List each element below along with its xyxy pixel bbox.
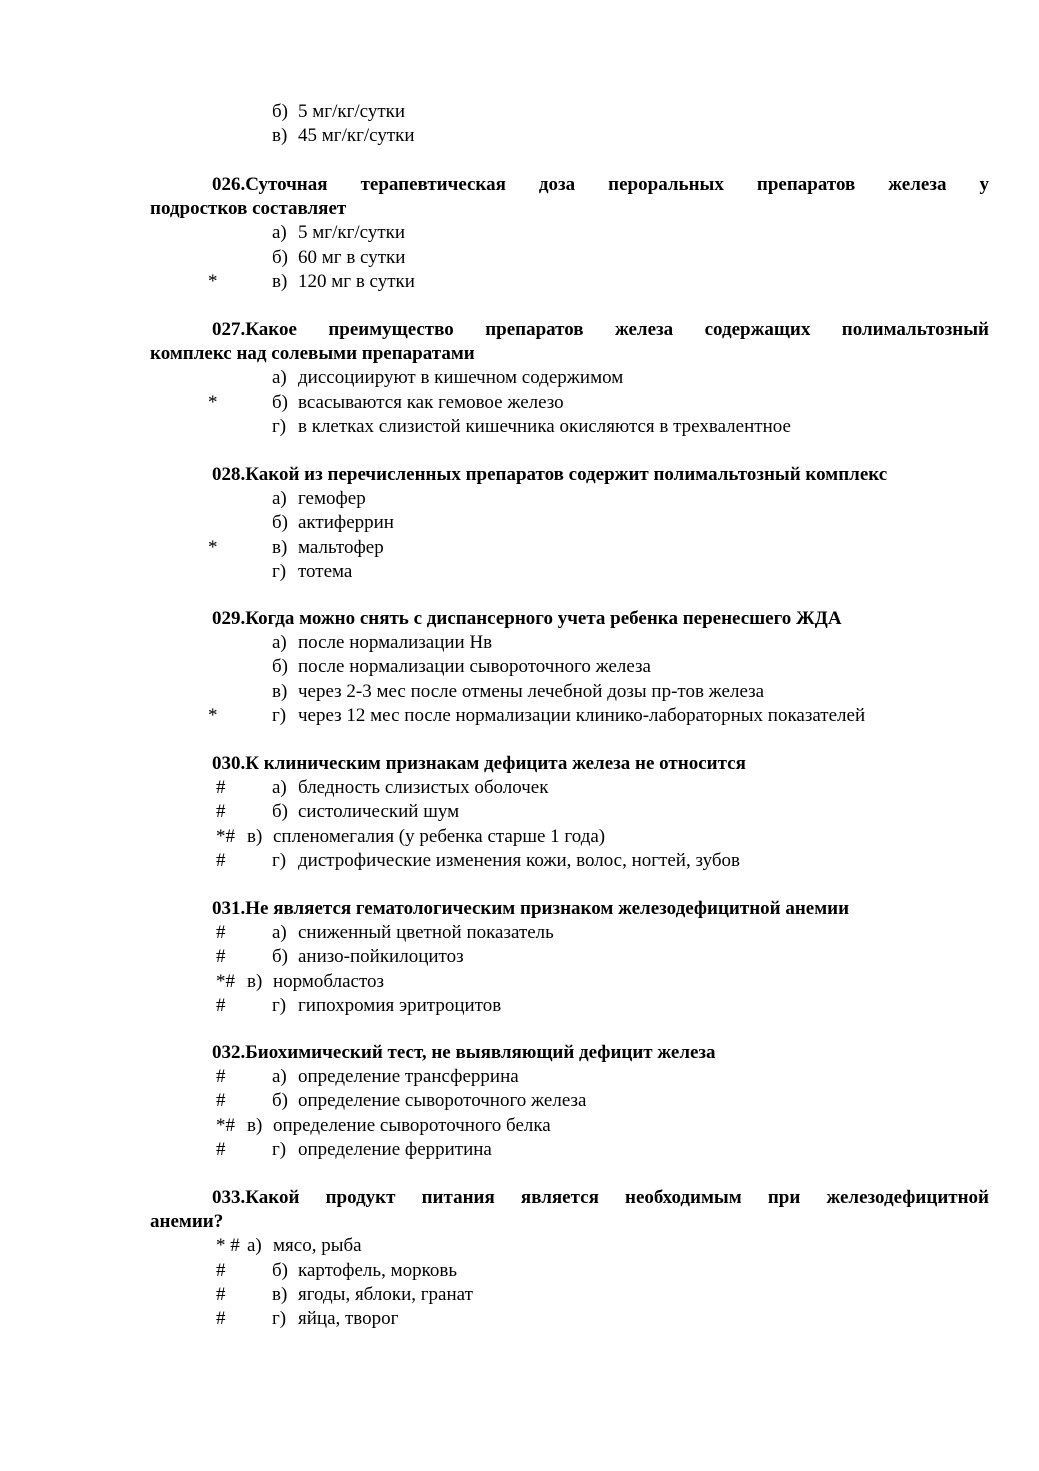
question-title: 027.Какое преимущество препаратов железа содержащих полимальтозный xyxy=(212,319,989,340)
question-title: 031.Не является гематологическим признаком железодефицитной анемии xyxy=(212,898,850,919)
option-text: тотема xyxy=(298,561,353,582)
answer-option xyxy=(0,1234,1039,1258)
answer-option xyxy=(0,1259,1039,1283)
option-text: 120 мг в сутки xyxy=(298,271,415,292)
answer-option xyxy=(0,825,1039,849)
option-text: 5 мг/кг/сутки xyxy=(298,101,406,122)
answer-marker: # xyxy=(216,1090,226,1111)
answer-option xyxy=(0,1114,1039,1138)
answer-marker: * xyxy=(208,271,218,292)
answer-option xyxy=(0,631,1039,655)
option-text: после нормализации Нв xyxy=(298,632,493,653)
option-text: после нормализации сывороточного железа xyxy=(298,656,651,677)
answer-marker: # xyxy=(216,946,226,967)
option-letter: г) xyxy=(272,1139,287,1160)
answer-option xyxy=(0,1138,1039,1162)
answer-option xyxy=(0,366,1039,390)
option-letter: в) xyxy=(247,971,263,992)
option-text: всасываются как гемовое железо xyxy=(298,392,564,413)
option-text: 45 мг/кг/сутки xyxy=(298,125,415,146)
answer-option xyxy=(0,511,1039,535)
answer-option xyxy=(0,1065,1039,1089)
question-title: 030.К клиническим признакам дефицита железа не относится xyxy=(212,753,746,774)
option-letter: б) xyxy=(272,656,288,677)
option-letter: в) xyxy=(272,1284,288,1305)
answer-option xyxy=(0,536,1039,560)
answer-marker: *# xyxy=(216,1115,235,1136)
question-title-continuation: комплекс над солевыми препаратами xyxy=(150,343,475,364)
option-text: спленомегалия (у ребенка старше 1 года) xyxy=(273,826,606,847)
option-letter: а) xyxy=(272,488,287,509)
answer-option xyxy=(0,391,1039,415)
answer-option xyxy=(0,560,1039,584)
answer-marker: * xyxy=(208,392,218,413)
option-letter: а) xyxy=(247,1235,262,1256)
option-letter: а) xyxy=(272,777,287,798)
option-letter: б) xyxy=(272,1260,288,1281)
option-text: актиферрин xyxy=(298,512,394,533)
option-text: через 12 мес после нормализации клинико-лабораторных показателей xyxy=(298,705,866,726)
option-letter: г) xyxy=(272,995,287,1016)
option-text: определение сывороточного белка xyxy=(273,1115,551,1136)
question-title: 029.Когда можно снять с диспансерного учета ребенка перенесшего ЖДА xyxy=(212,608,842,629)
answer-marker: # xyxy=(216,1066,226,1087)
answer-option xyxy=(0,849,1039,873)
option-letter: б) xyxy=(272,101,288,122)
answer-option xyxy=(0,994,1039,1018)
option-letter: г) xyxy=(272,705,287,726)
option-letter: а) xyxy=(272,222,287,243)
option-letter: б) xyxy=(272,1090,288,1111)
answer-option xyxy=(0,945,1039,969)
option-letter: в) xyxy=(272,271,288,292)
option-text: через 2-3 мес после отмены лечебной дозы пр-тов железа xyxy=(298,681,765,702)
option-letter: б) xyxy=(272,247,288,268)
option-letter: б) xyxy=(272,801,288,822)
answer-option xyxy=(0,970,1039,994)
option-text: определение трансферрина xyxy=(298,1066,519,1087)
answer-option xyxy=(0,655,1039,679)
question-title: 032.Биохимический тест, не выявляющий дефицит железа xyxy=(212,1042,716,1063)
option-letter: г) xyxy=(272,1308,287,1329)
answer-option xyxy=(0,270,1039,294)
option-letter: а) xyxy=(272,367,287,388)
option-text: картофель, морковь xyxy=(298,1260,457,1281)
option-letter: а) xyxy=(272,1066,287,1087)
option-text: в клетках слизистой кишечника окисляются в трехвалентное xyxy=(298,416,791,437)
option-text: 5 мг/кг/сутки xyxy=(298,222,406,243)
answer-marker: *# xyxy=(216,826,235,847)
option-text: 60 мг в сутки xyxy=(298,247,406,268)
option-text: систолический шум xyxy=(298,801,460,822)
answer-marker: * xyxy=(208,705,218,726)
answer-option xyxy=(0,487,1039,511)
answer-marker: # xyxy=(216,922,226,943)
answer-option xyxy=(0,221,1039,245)
option-letter: в) xyxy=(247,1115,263,1136)
option-text: анизо-пойкилоцитоз xyxy=(298,946,464,967)
option-letter: г) xyxy=(272,850,287,871)
option-letter: б) xyxy=(272,512,288,533)
answer-option xyxy=(0,800,1039,824)
option-letter: в) xyxy=(272,681,288,702)
question-title: 033.Какой продукт питания является необходимым при железодефицитной xyxy=(212,1187,989,1208)
option-letter: в) xyxy=(247,826,263,847)
option-letter: в) xyxy=(272,537,288,558)
answer-marker: # xyxy=(216,777,226,798)
option-letter: б) xyxy=(272,946,288,967)
question-title: 026.Суточная терапевтическая доза пероральных препаратов железа у xyxy=(212,174,989,195)
answer-marker: *# xyxy=(216,971,235,992)
answer-option xyxy=(0,776,1039,800)
option-letter: г) xyxy=(272,416,287,437)
answer-marker: # xyxy=(216,801,226,822)
option-letter: а) xyxy=(272,632,287,653)
answer-option xyxy=(0,1307,1039,1331)
answer-marker: # xyxy=(216,1284,226,1305)
answer-marker: # xyxy=(216,1260,226,1281)
option-text: определение ферритина xyxy=(298,1139,492,1160)
answer-option xyxy=(0,1089,1039,1113)
option-letter: а) xyxy=(272,922,287,943)
question-title-continuation: анемии? xyxy=(150,1211,224,1232)
option-text: мясо, рыба xyxy=(273,1235,362,1256)
answer-option xyxy=(0,704,1039,728)
answer-option xyxy=(0,124,1039,148)
answer-marker: # xyxy=(216,1139,226,1160)
option-text: ягоды, яблоки, гранат xyxy=(298,1284,473,1305)
option-letter: б) xyxy=(272,392,288,413)
option-text: сниженный цветной показатель xyxy=(298,922,554,943)
answer-option xyxy=(0,246,1039,270)
option-text: бледность слизистых оболочек xyxy=(298,777,549,798)
option-text: дистрофические изменения кожи, волос, ногтей, зубов xyxy=(298,850,740,871)
option-text: диссоциируют в кишечном содержимом xyxy=(298,367,624,388)
answer-marker: * xyxy=(208,537,218,558)
option-text: гипохромия эритроцитов xyxy=(298,995,502,1016)
answer-marker: # xyxy=(216,850,226,871)
option-letter: в) xyxy=(272,125,288,146)
answer-marker: # xyxy=(216,1308,226,1329)
answer-option xyxy=(0,921,1039,945)
option-text: мальтофер xyxy=(298,537,384,558)
option-text: гемофер xyxy=(298,488,366,509)
question-title: 028.Какой из перечисленных препаратов содержит полимальтозный комплекс xyxy=(212,464,888,485)
answer-option xyxy=(0,1283,1039,1307)
answer-option xyxy=(0,415,1039,439)
question-title-continuation: подростков составляет xyxy=(150,198,347,219)
option-text: яйца, творог xyxy=(298,1308,399,1329)
answer-marker: * # xyxy=(216,1235,240,1256)
option-text: нормобластоз xyxy=(273,971,385,992)
answer-option xyxy=(0,680,1039,704)
option-letter: г) xyxy=(272,561,287,582)
answer-marker: # xyxy=(216,995,226,1016)
answer-option xyxy=(0,100,1039,124)
option-text: определение сывороточного железа xyxy=(298,1090,587,1111)
